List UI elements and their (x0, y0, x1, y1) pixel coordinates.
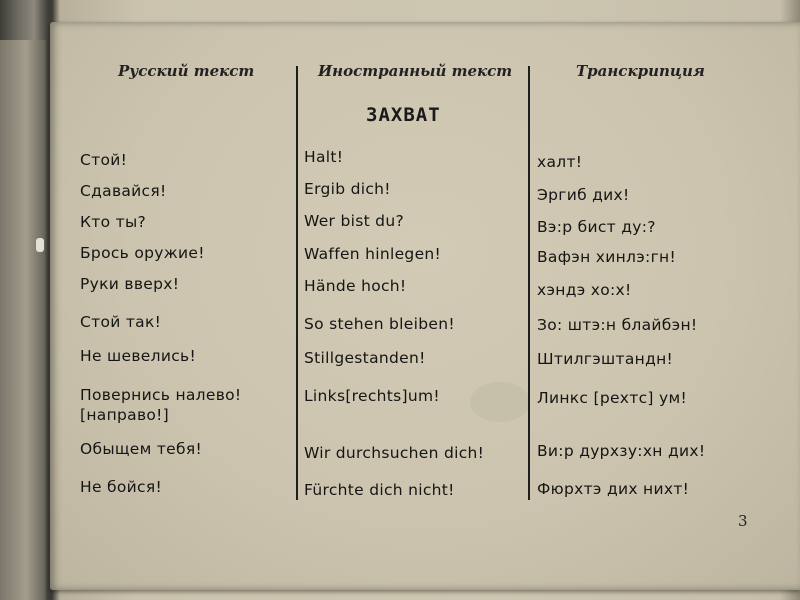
german-phrase: Hände hoch! (304, 277, 407, 295)
page-number: 3 (738, 512, 748, 530)
german-phrase: Wir durchsuchen dich! (304, 444, 485, 462)
column-divider-right (528, 66, 530, 500)
german-phrase: Links[rechts]um! (304, 387, 440, 405)
russian-phrase: Кто ты? (80, 213, 147, 231)
section-title: ЗАХВАТ (366, 104, 441, 126)
transcription-phrase: халт! (537, 153, 583, 171)
transcription-phrase: Зо: штэ:н блайбэн! (537, 316, 698, 334)
transcription-phrase: Ви:р дурхзу:хн дих! (537, 442, 706, 460)
german-phrase: Ergib dich! (304, 180, 391, 198)
russian-phrase: Стой! (80, 151, 128, 169)
russian-phrase: Стой так! (80, 313, 162, 331)
transcription-phrase: Линкс [рехтс] ум! (537, 389, 687, 407)
left-page-edge (0, 40, 48, 600)
header-russian-text: Русский текст (118, 62, 255, 80)
transcription-phrase: Вафэн хинлэ:гн! (537, 248, 676, 266)
header-foreign-text: Иностранный текст (318, 62, 513, 80)
russian-phrase: Не бойся! (80, 478, 162, 496)
paper-stain (470, 382, 530, 422)
german-phrase: Stillgestanden! (304, 349, 426, 367)
german-phrase: Wer bist du? (304, 212, 404, 230)
russian-phrase: Руки вверх! (80, 275, 180, 293)
russian-phrase: Повернись налево! [направо!] (80, 386, 242, 424)
header-transcription: Транскрипция (576, 62, 705, 80)
german-phrase: Fürchte dich nicht! (304, 481, 455, 499)
binding-staple (36, 238, 44, 252)
transcription-phrase: Фюрхтэ дих нихт! (537, 480, 690, 498)
transcription-phrase: Эргиб дих! (537, 186, 630, 204)
german-phrase: Halt! (304, 148, 344, 166)
german-phrase: Waffen hinlegen! (304, 245, 442, 263)
transcription-phrase: Вэ:р бист ду:? (537, 218, 656, 236)
transcription-phrase: Штилгэштандн! (537, 350, 674, 368)
german-phrase: So stehen bleiben! (304, 315, 455, 333)
transcription-phrase: хэндэ хо:х! (537, 281, 632, 299)
russian-phrase: Сдавайся! (80, 182, 167, 200)
column-divider-left (296, 66, 298, 500)
russian-phrase: Не шевелись! (80, 347, 196, 365)
russian-phrase: Брось оружие! (80, 244, 205, 262)
russian-phrase: Обыщем тебя! (80, 440, 203, 458)
